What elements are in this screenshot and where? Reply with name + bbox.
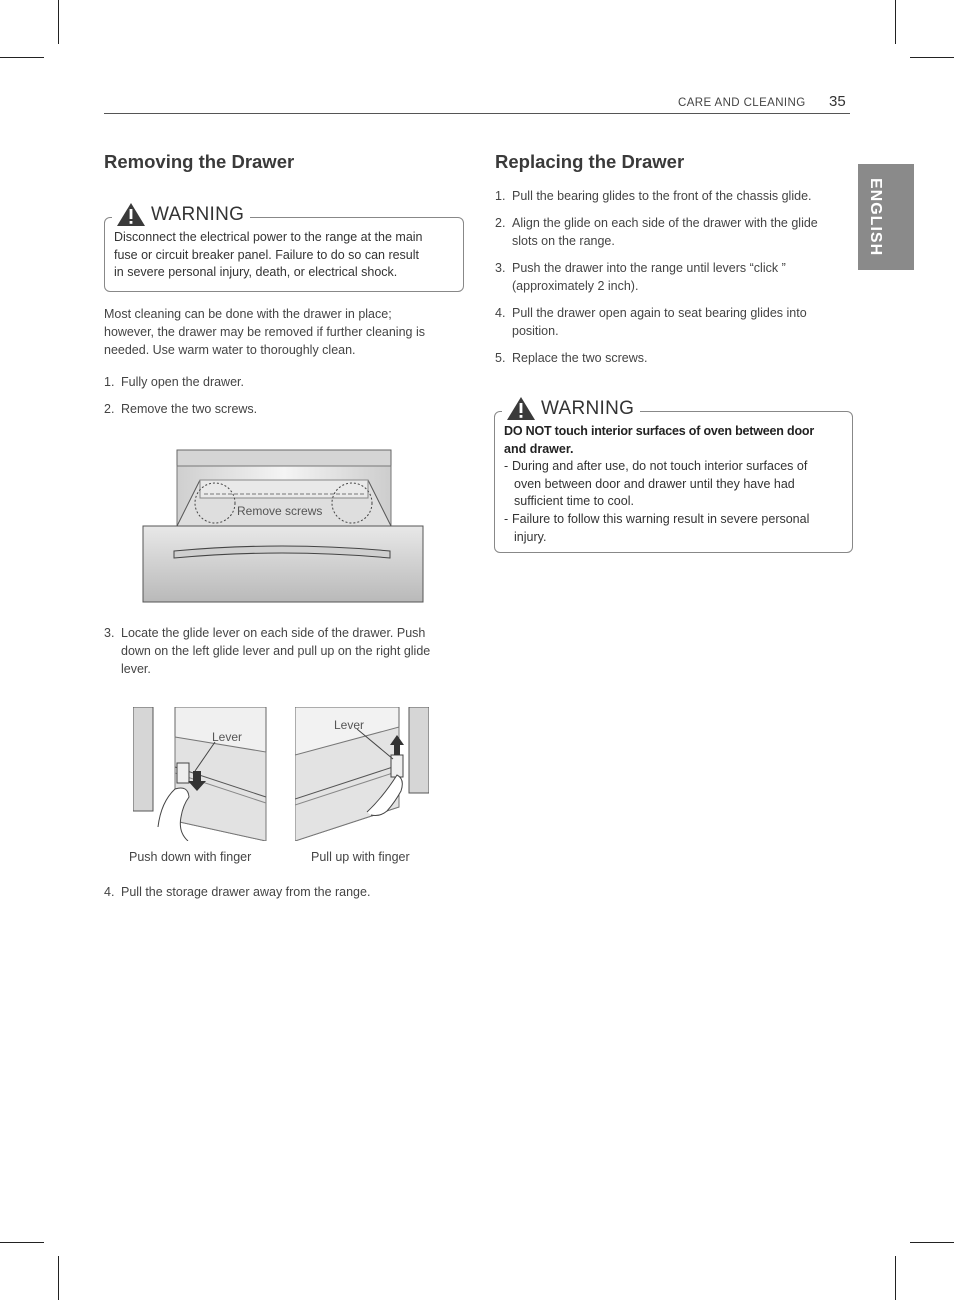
warning-heading xyxy=(502,396,640,421)
warning-triangle-icon xyxy=(506,396,536,421)
bullet-line: sufficient time to cool. xyxy=(514,494,634,508)
warning-text xyxy=(114,229,423,282)
step-number: 3. xyxy=(104,626,115,640)
step-line: Locate the glide lever on each side of the drawer. Push xyxy=(121,626,426,640)
warning-line: Disconnect the electrical power to the range at the main xyxy=(114,230,423,244)
header-rule xyxy=(104,113,850,114)
crop-mark xyxy=(895,0,896,44)
step-number: 4. xyxy=(104,885,115,899)
crop-mark xyxy=(58,0,59,44)
step-item xyxy=(104,373,464,391)
step-number: 5. xyxy=(495,351,506,365)
drawer-screws-illustration xyxy=(142,448,424,604)
step-number: 1. xyxy=(495,189,506,203)
step-item xyxy=(495,214,855,250)
warning-text xyxy=(504,423,844,547)
step-text xyxy=(512,259,786,295)
step-line: Push the drawer into the range until levers “click ” xyxy=(512,261,786,275)
lever-label-left: Lever xyxy=(212,730,243,744)
section-title-replacing: Replacing the Drawer xyxy=(495,151,685,172)
lever-label-right: Lever xyxy=(334,718,365,732)
step-item xyxy=(104,624,464,680)
bullet-text xyxy=(512,458,807,511)
language-tab-label: ENGLISH xyxy=(867,178,884,257)
push-down-caption: Push down with finger xyxy=(129,850,252,864)
step-text xyxy=(512,304,807,340)
step-text xyxy=(512,214,818,250)
warning-line: fuse or circuit breaker panel. Failure to do so can result xyxy=(114,247,420,262)
warning-bullet xyxy=(504,458,844,511)
step-text: Pull the bearing glides to the front of the chassis glide. xyxy=(512,189,812,203)
bullet-line: injury. xyxy=(514,529,547,544)
intro-line: however, the drawer may be removed if further cleaning is xyxy=(104,325,425,339)
step-item xyxy=(495,349,855,367)
bullet-text xyxy=(512,511,809,546)
step-number: 2. xyxy=(104,402,115,416)
intro-line: Most cleaning can be done with the drawer in place; xyxy=(104,307,392,321)
step-line: slots on the range. xyxy=(512,234,615,248)
step-line: down on the left glide lever and pull up on the right glide xyxy=(121,644,431,658)
step-number: 2. xyxy=(495,216,506,230)
step-text: Fully open the drawer. xyxy=(121,375,244,389)
bullet-dash: - xyxy=(504,512,509,526)
warning-bullet xyxy=(504,511,844,547)
crop-mark xyxy=(910,57,954,58)
lever-push-down-illustration xyxy=(133,707,267,841)
bullet-line: Failure to follow this warning result in severe personal xyxy=(512,512,810,526)
warning-bold-line: DO NOT touch interior surfaces of oven between door xyxy=(504,424,814,438)
step-text: Replace the two screws. xyxy=(512,351,648,365)
intro-paragraph xyxy=(104,305,425,359)
remove-screws-label: Remove screws xyxy=(237,504,323,518)
warning-triangle-icon xyxy=(116,202,146,227)
step-number: 1. xyxy=(104,375,115,389)
crop-mark xyxy=(910,1242,954,1243)
step-line: Pull the drawer open again to seat bearing glides into xyxy=(512,306,807,320)
step-line: position. xyxy=(512,324,559,338)
intro-line: needed. Use warm water to thoroughly clean. xyxy=(104,343,356,357)
step-item xyxy=(495,187,855,205)
page-number: 35 xyxy=(829,93,846,110)
crop-mark xyxy=(895,1256,896,1300)
step-item xyxy=(104,883,464,901)
step-text: Pull the storage drawer away from the range. xyxy=(121,885,371,899)
warning-bold-line: and drawer. xyxy=(504,441,574,456)
warning-label: WARNING xyxy=(541,397,635,419)
warning-label: WARNING xyxy=(151,203,245,225)
pull-up-caption: Pull up with finger xyxy=(311,850,410,864)
step-item xyxy=(104,400,464,418)
bullet-line: oven between door and drawer until they have had xyxy=(514,476,795,491)
crop-mark xyxy=(0,57,44,58)
language-tab xyxy=(858,164,914,270)
step-line: Align the glide on each side of the drawer with the glide xyxy=(512,216,818,230)
warning-line: in severe personal injury, death, or electrical shock. xyxy=(114,265,398,279)
step-number: 3. xyxy=(495,261,506,275)
section-title-removing: Removing the Drawer xyxy=(104,151,295,172)
crop-mark xyxy=(0,1242,44,1243)
step-item xyxy=(495,259,855,295)
step-text: Remove the two screws. xyxy=(121,402,258,416)
step-item xyxy=(495,304,855,340)
bullet-line: During and after use, do not touch interior surfaces of xyxy=(512,459,808,473)
step-line: lever. xyxy=(121,662,151,676)
warning-heading xyxy=(112,202,250,227)
step-number: 4. xyxy=(495,306,506,320)
step-line: (approximately 2 inch). xyxy=(512,279,639,293)
bullet-dash: - xyxy=(504,459,509,473)
header-section-title: CARE AND CLEANING xyxy=(678,97,806,109)
step-text xyxy=(121,624,430,678)
crop-mark xyxy=(58,1256,59,1300)
